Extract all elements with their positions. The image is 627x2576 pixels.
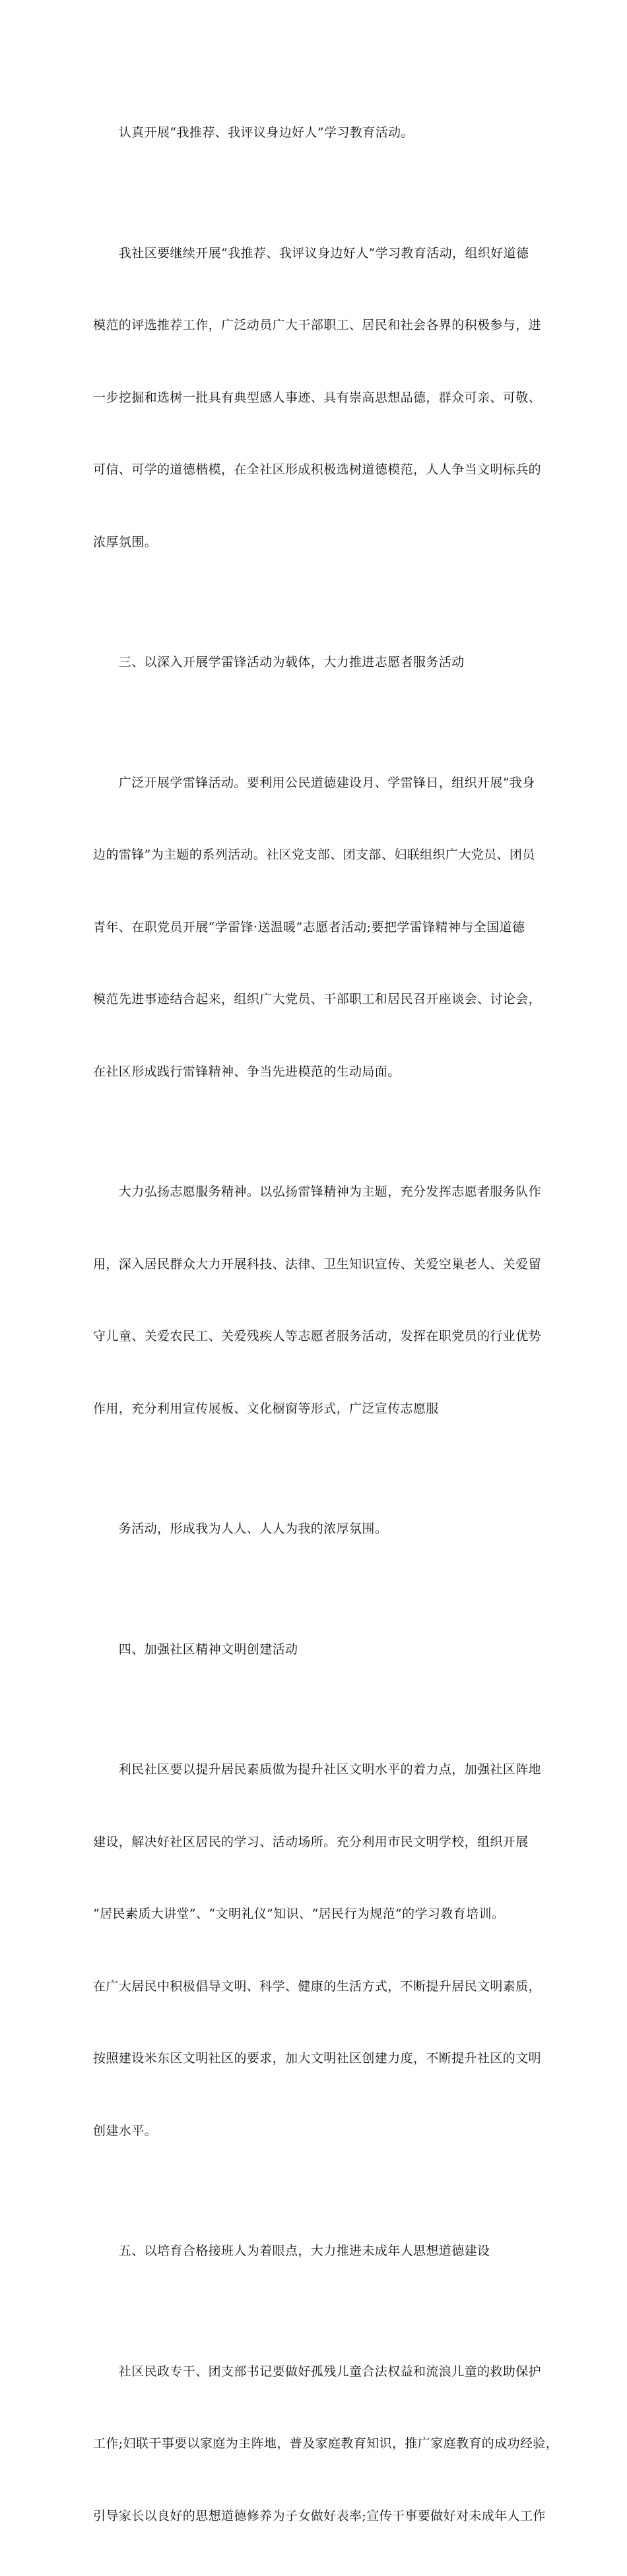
text-line: 大力弘扬志愿服务精神。以弘扬雷锋精神为主题，充分发挥志愿者服务队作: [93, 1180, 542, 1204]
paragraph-volunteer-continued: [93, 1469, 542, 1589]
text-line: 模范先进事迹结合起来，组织广大党员、干部职工和居民召开座谈会、讨论会，: [93, 987, 542, 1012]
text-line: 务活动，形成我为人人、人人为我的浓厚氛围。: [93, 1517, 542, 1541]
text-line: 五、以培育合格接班人为着眼点，大力推进未成年人思想道德建设: [93, 2239, 542, 2263]
text-line: 浓厚氛围。: [93, 530, 542, 555]
paragraph-minors: [93, 2312, 542, 2576]
section-heading-5: [93, 2191, 542, 2312]
text-line: 可信、可学的道德楷模，在全社区形成积极选树道德模范，人人争当文明标兵的: [93, 458, 542, 482]
text-line: 在广大居民中积极倡导文明、科学、健康的生活方式，不断提升居民文明素质，: [93, 1975, 542, 1999]
paragraph-community-civility: [93, 1709, 542, 2191]
text-line: 认真开展“我推荐、我评议身边好人”学习教育活动。: [93, 121, 542, 145]
document-body: [93, 73, 542, 2576]
text-line: 用，深入居民群众大力开展科技、法律、卫生知识宣传、关爱空巢老人、关爱留: [93, 1252, 542, 1277]
text-line: 工作;妇联干事要以家庭为主阵地，普及家庭教育知识，推广家庭教育的成功经验，: [93, 2432, 542, 2456]
text-line: 创建水平。: [93, 2119, 542, 2143]
text-line: 模范的评选推荐工作，广泛动员广大干部职工、居民和社会各界的积极参与，进: [93, 313, 542, 338]
text-line: 社区民政专干、团支部书记要做好孤残儿童合法权益和流浪儿童的救助保护: [93, 2360, 542, 2384]
paragraph-activity-intro: [93, 73, 542, 193]
text-line: 引导家长以良好的思想道德修养为子女做好表率;宣传干事要做好对未成年人工作: [93, 2504, 542, 2529]
text-line: 利民社区要以提升居民素质做为提升社区文明水平的着力点，加强社区阵地: [93, 1758, 542, 1782]
text-line: 我社区要继续开展“我推荐、我评议身边好人”学习教育活动，组织好道德: [93, 241, 542, 266]
text-line: 三、以深入开展学雷锋活动为载体，大力推进志愿者服务活动: [93, 650, 542, 675]
section-heading-4: [93, 1589, 542, 1710]
text-line: 守儿童、关爱农民工、关爱残疾人等志愿者服务活动，发挥在职党员的行业优势: [93, 1324, 542, 1349]
text-line: 一步挖掘和选树一批具有典型感人事迹、具有崇高思想品德，群众可亲、可敬、: [93, 386, 542, 410]
text-line: 边的雷锋”为主题的系列活动。社区党支部、团支部、妇联组织广大党员、团员: [93, 843, 542, 867]
text-line: “居民素质大讲堂”、“文明礼仪”知识、“居民行为规范”的学习教育培训。: [93, 1902, 542, 1926]
paragraph-lei-feng: [93, 723, 542, 1132]
paragraph-good-people: [93, 193, 542, 603]
document-page: [0, 0, 627, 811]
text-line: 青年、在职党员开展“学雷锋·送温暖”志愿者活动;要把学雷锋精神与全国道德: [93, 915, 542, 940]
text-line: 广泛开展学雷锋活动。要利用公民道德建设月、学雷锋日，组织开展“我身: [93, 771, 542, 795]
text-line: 作用，充分利用宣传展板、文化橱窗等形式，广泛宣传志愿服: [93, 1397, 542, 1421]
text-line: 在社区形成践行雷锋精神、争当先进模范的生动局面。: [93, 1060, 542, 1084]
section-heading-3: [93, 602, 542, 723]
text-line: 建设，解决好社区居民的学习、活动场所。充分利用市民文明学校，组织开展: [93, 1830, 542, 1855]
paragraph-volunteer-spirit: [93, 1132, 542, 1469]
text-line: 按照建设米东区文明社区的要求，加大文明社区创建力度，不断提升社区的文明: [93, 2046, 542, 2071]
text-line: 四、加强社区精神文明创建活动: [93, 1638, 542, 1662]
